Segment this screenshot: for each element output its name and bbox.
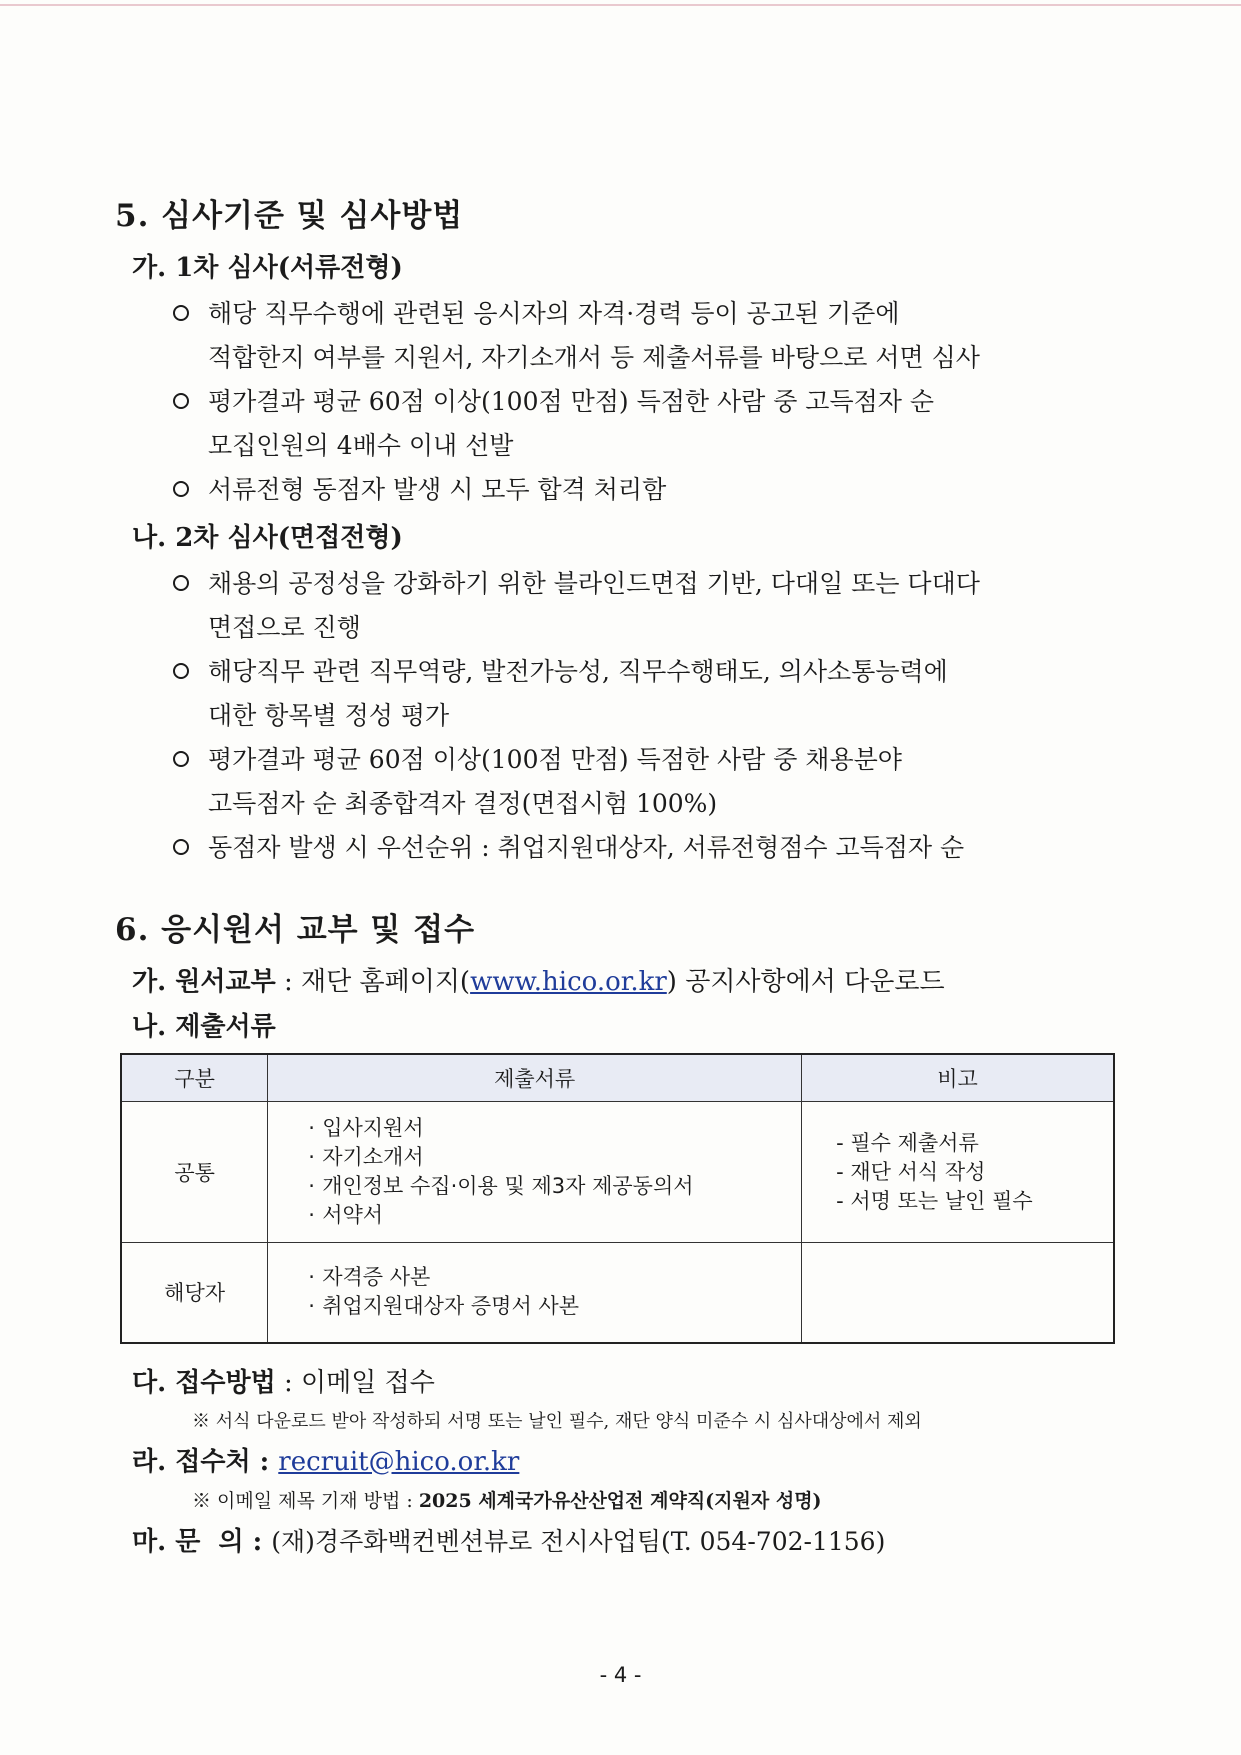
documents-cell — [268, 1102, 802, 1243]
recipient-label: 라. 접수처 — [132, 1446, 251, 1477]
column-header: 제출서류 — [268, 1054, 802, 1102]
documents-table — [120, 1053, 1115, 1344]
category-cell: 공통 — [121, 1102, 268, 1243]
notes-cell — [802, 1243, 1114, 1343]
stage2-item: 채용의 공정성을 강화하기 위한 블라인드면접 기반, 다대일 또는 다대다 면접으로 진행 — [115, 562, 1115, 650]
inquiry-label: 마. 문 의 — [132, 1526, 244, 1557]
stage1-item: 해당 직무수행에 관련된 응시자의 자격·경력 등이 공고된 기준에 적합한지 여부를 지원서, 자기소개서 등 제출서류를 바탕으로 서면 심사 — [115, 292, 1115, 380]
stage1-item: 서류전형 동점자 발생 시 모두 합격 처리함 — [115, 468, 1115, 512]
document-item: · 자기소개서 — [308, 1145, 424, 1169]
top-border-line — [0, 4, 1241, 6]
recipient-email-link[interactable]: recruit@hico.or.kr — [278, 1446, 520, 1477]
recipient-line: 라. 접수처 : recruit@hico.or.kr — [132, 1446, 520, 1477]
document-item: · 자격증 사본 — [308, 1265, 431, 1290]
distribution-label: 가. 원서교부 — [132, 967, 276, 997]
section5-title: 5. 심사기준 및 심사방법 — [115, 198, 464, 234]
table-row — [121, 1243, 1114, 1343]
inquiry-line: 마. 문 의 : (재)경주화백컨벤션뷰로 전시사업팀(T. 054-702-1156) — [132, 1526, 886, 1557]
note-item: - 재단 서식 작성 — [836, 1159, 986, 1184]
stage2-heading: 나. 2차 심사(면접전형) — [132, 523, 403, 553]
notes-cell — [802, 1102, 1114, 1243]
distribution-line: 가. 원서교부 : 재단 홈페이지(www.hico.or.kr) 공지사항에서 다운로드 — [132, 967, 945, 997]
recipient-note: ※ 이메일 제목 기재 방법 : 2025 세계국가유산산업전 계약직(지원자 성명) — [192, 1489, 822, 1512]
documents-heading: 나. 제출서류 — [132, 1012, 276, 1042]
circle-bullet-icon — [173, 751, 189, 767]
document-item: · 입사지원서 — [308, 1116, 424, 1140]
note-item: - 서명 또는 날인 필수 — [836, 1188, 1033, 1213]
note-item: - 필수 제출서류 — [836, 1130, 979, 1155]
circle-bullet-icon — [173, 839, 189, 855]
method-note: ※ 서식 다운로드 받아 작성하되 서명 또는 날인 필수, 재단 양식 미준수 시 심사대상에서 제외 — [192, 1410, 922, 1432]
document-item: · 취업지원대상자 증명서 사본 — [308, 1294, 579, 1319]
stage2-item: 평가결과 평균 60점 이상(100점 만점) 득점한 사람 중 채용분야 고득점자 순 최종합격자 결정(면접시험 100%) — [115, 738, 1115, 826]
column-header: 비고 — [802, 1054, 1114, 1102]
table-row — [121, 1102, 1114, 1243]
circle-bullet-icon — [173, 393, 189, 409]
stage1-heading: 가. 1차 심사(서류전형) — [132, 253, 403, 283]
stage1-item: 평가결과 평균 60점 이상(100점 만점) 득점한 사람 중 고득점자 순 모집인원의 4배수 이내 선발 — [115, 380, 1115, 468]
category-cell: 해당자 — [121, 1243, 268, 1343]
table-header-row — [121, 1054, 1114, 1102]
column-header: 구분 — [121, 1054, 268, 1102]
circle-bullet-icon — [173, 663, 189, 679]
document-item: · 개인정보 수집·이용 및 제3자 제공동의서 — [308, 1174, 694, 1198]
stage2-item: 동점자 발생 시 우선순위 : 취업지원대상자, 서류전형점수 고득점자 순 — [115, 826, 1115, 870]
inquiry-contact: (재)경주화백컨벤션뷰로 전시사업팀(T. 054-702-1156) — [271, 1526, 886, 1556]
homepage-link[interactable]: www.hico.or.kr — [470, 967, 667, 997]
stage2-item: 해당직무 관련 직무역량, 발전가능성, 직무수행태도, 의사소통능력에 대한 항목별 정성 평가 — [115, 650, 1115, 738]
page-number: - 4 - — [599, 1663, 642, 1687]
method-label: 다. 접수방법 — [132, 1367, 276, 1398]
section6-title: 6. 응시원서 교부 및 접수 — [115, 912, 476, 948]
circle-bullet-icon — [173, 305, 189, 321]
circle-bullet-icon — [173, 481, 189, 497]
documents-cell — [268, 1243, 802, 1343]
document-body — [115, 190, 1115, 1566]
method-line: 다. 접수방법 : 이메일 접수 — [132, 1367, 435, 1398]
circle-bullet-icon — [173, 575, 189, 591]
document-item: · 서약서 — [308, 1203, 384, 1227]
